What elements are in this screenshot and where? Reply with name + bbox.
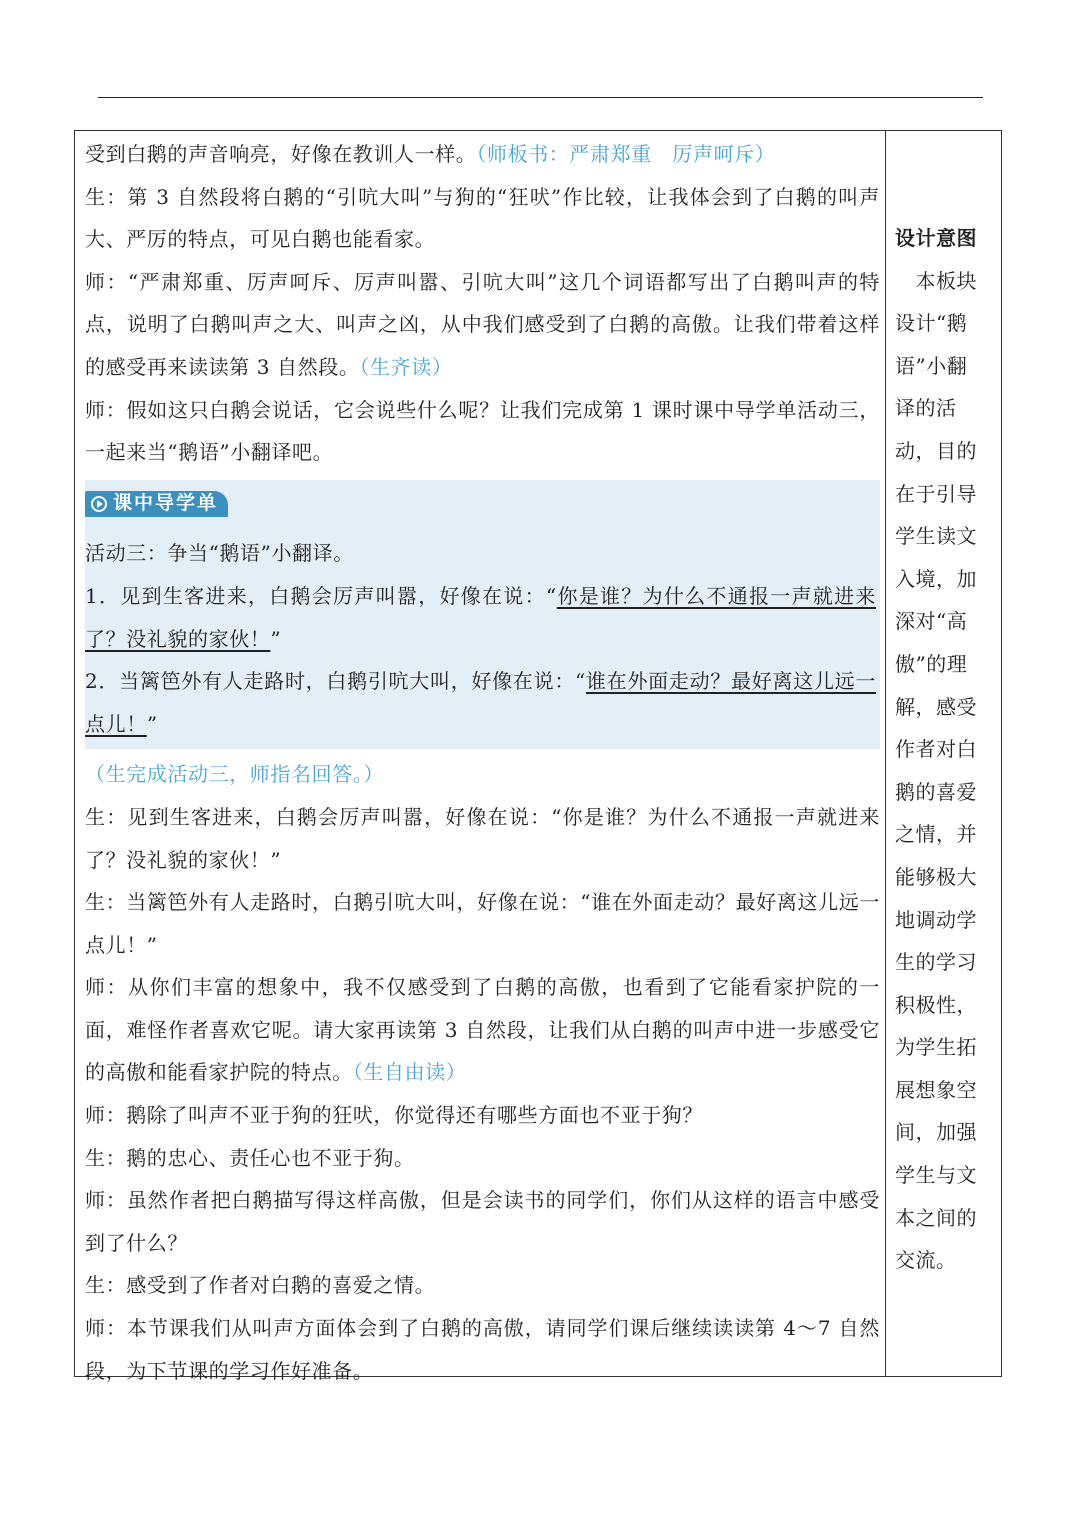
header-rule [98,97,983,98]
guide-activity: 活动三：争当“鹅语”小翻译。 [85,541,354,566]
guide-item-2-quote: ” [146,711,158,736]
reading-note: （生齐读） [359,354,453,379]
guide-box [85,480,880,750]
lesson-table [74,130,1002,1383]
board-note: （师板书：严肃郑重 厉声呵斥） [476,142,776,166]
paragraph-12: 生：感受到了作者对白鹅的喜爱之情。 [85,1273,436,1298]
free-reading-note: （生自由读） [352,1060,467,1085]
guide-item-1-prompt: 1．见到生客进来，白鹅会厉声叫嚣，好像在说：“ [85,583,557,608]
guide-item-1-quote: ” [270,626,282,651]
paragraph-3-text: 师：“严肃郑重、厉声呵斥、厉声叫嚣、引吭大叫”这几个词语都写出了白鹅叫声的特点，说明了白鹅叫声之大、叫声之凶，从中我们感受到了白鹅的高傲。让我们带着这样的感受再来读读第 3 自然段。 [85,269,880,379]
guide-item-2-answer: 谁在外面走动？最好离这儿远一点儿！ [85,669,877,736]
paragraph-10: 生：鹅的忠心、责任心也不亚于狗。 [85,1145,415,1170]
guide-item-1 [85,575,876,660]
guide-item-1-answer: 你是谁？为什么不通报一声就进来了？没礼貌的家伙！ [85,583,877,651]
guide-item-2-prompt: 2．当篱笆外有人走路时，白鹅引吭大叫，好像在说：“ [85,669,586,694]
paragraph-13: 师：本节课我们从叫声方面体会到了白鹅的高傲，请同学们课后继续读读第 4～7 自然段，为下节课的学习作好准备。 [85,1316,880,1383]
guide-tab [85,491,228,517]
paragraph-4: 师：假如这只白鹅会说话，它会说些什么呢？让我们完成第 1 课时课中导学单活动三，一起来当“鹅语”小翻译吧。 [85,397,880,465]
play-circle-icon [91,496,107,512]
paragraph-1-text: 受到白鹅的声音响亮，好像在教训人一样。 [85,142,477,166]
guide-content [85,522,876,745]
design-intent-title: 设计意图 [895,226,977,250]
paragraph-11: 师：虽然作者把白鹅描写得这样高傲，但是会读书的同学们，你们从这样的语言中感受到了什么？ [85,1188,880,1255]
paragraph-1 [85,133,880,176]
column-divider [885,131,886,1376]
lesson-content [85,133,880,1392]
guide-item-2 [85,660,876,745]
guide-tab-label: 课中导学单 [113,492,219,515]
design-intent [895,217,985,1282]
design-intent-text: 本板块设计“鹅语”小翻译的活动，目的在于引导学生读文入境，加深对“高傲”的理解，感受作者对白鹅的喜爱之情，并能够极大地调动学生的学习积极性，为学生拓展想象空间，加强学生与文本之间的交流。 [895,268,977,1273]
paragraph-8 [85,966,880,1094]
paragraph-6: 生：见到生客进来，白鹅会厉声叫嚣，好像在说：“你是谁？为什么不通报一声就进来了？没礼貌的家伙！” [85,804,880,872]
paragraph-7: 生：当篱笆外有人走路时，白鹅引吭大叫，好像在说：“谁在外面走动？最好离这儿远一点儿！” [85,890,880,957]
paragraph-8-text: 师：从你们丰富的想象中，我不仅感受到了白鹅的高傲，也看到了它能看家护院的一面，难怪作者喜欢它呢。请大家再读第 3 自然段，让我们从白鹅的叫声中进一步感受它的高傲和能看家护院的特点。 [85,975,880,1085]
activity-note: （生完成活动三，师指名回答。） [85,762,384,787]
paragraph-3 [85,261,880,389]
paragraph-2: 生：第 3 自然段将白鹅的“引吭大叫”与狗的“狂吠”作比较，让我体会到了白鹅的叫声大、严厉的特点，可见白鹅也能看家。 [85,184,880,252]
paragraph-9: 师：鹅除了叫声不亚于狗的狂吠，你觉得还有哪些方面也不亚于狗？ [85,1103,703,1128]
